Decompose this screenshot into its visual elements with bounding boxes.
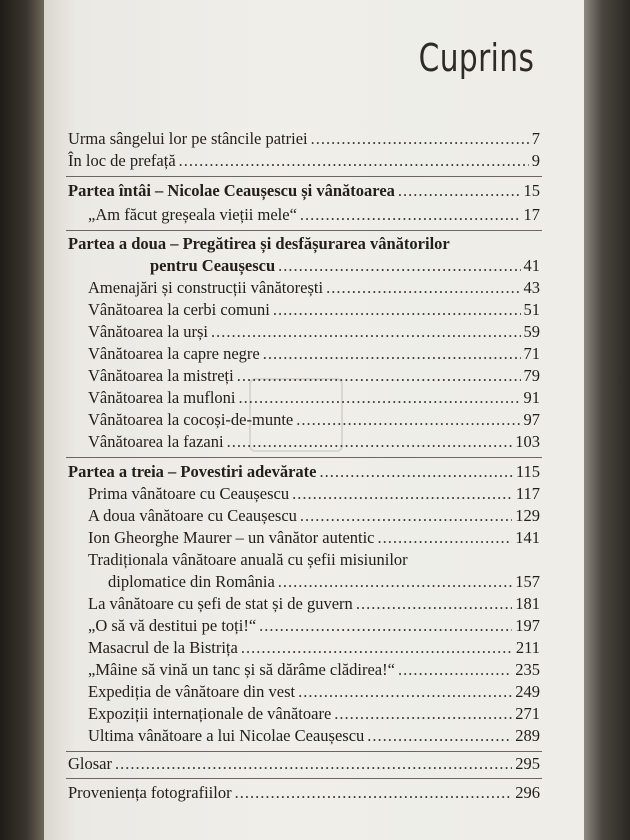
toc-entry-title: Vânătoarea la fazani: [88, 432, 224, 451]
toc-leader-dots: [296, 410, 520, 430]
toc-entry-page: 211: [515, 638, 540, 657]
toc-entry-title: Glosar: [68, 754, 112, 773]
toc-entry: [108, 572, 540, 592]
toc-entry-title: „O să vă destitui pe toți!“: [88, 616, 257, 635]
toc-entry: [68, 129, 540, 149]
toc-entry-title-continuation: pentru Ceaușescu: [150, 256, 276, 275]
toc-entry-page: 91: [523, 388, 540, 407]
toc-entry-page: 181: [515, 594, 540, 613]
toc-entry-page: 296: [515, 783, 540, 802]
toc-entry-title: La vânătoare cu șefi de stat și de guvern: [88, 594, 353, 613]
toc-entry-page: 117: [515, 484, 540, 503]
toc-leader-dots: [334, 704, 512, 724]
toc-entry-title: Partea a treia – Povestiri adevărate: [68, 462, 317, 481]
toc-entry-page: 71: [523, 344, 540, 363]
toc-entry: [88, 278, 540, 298]
toc-leader-dots: [398, 181, 521, 201]
toc-entry-page: 79: [523, 366, 540, 385]
toc-entry-page: 249: [515, 682, 540, 701]
toc-entry-page: 271: [515, 704, 540, 723]
toc-entry-title: Tradiționala vânătoare anuală cu șefii misiunilor: [88, 550, 408, 569]
toc-entry-title: Ion Gheorghe Maurer – un vânător autentic: [88, 528, 375, 547]
toc-leader-dots: [298, 682, 512, 702]
toc-entry-title: Partea întâi – Nicolae Ceaușescu și vânătoarea: [68, 181, 395, 200]
section-divider: [66, 457, 542, 458]
toc-entry-page: 59: [523, 322, 540, 341]
table-of-contents: [44, 0, 584, 840]
toc-leader-dots: [259, 616, 512, 636]
toc-entry: [88, 344, 540, 364]
toc-entry-page: 41: [523, 256, 540, 275]
toc-entry: [88, 506, 540, 526]
toc-entry: [88, 322, 540, 342]
book-page: [44, 0, 584, 840]
page-heading: Cuprins: [418, 36, 534, 80]
toc-entry: [68, 151, 540, 171]
toc-entry-title: Masacrul de la Bistrița: [88, 638, 238, 657]
toc-leader-dots: [235, 783, 513, 803]
toc-entry-page: 7: [531, 129, 540, 148]
toc-entry-page: 97: [523, 410, 540, 429]
toc-leader-dots: [237, 366, 521, 386]
toc-entry: [88, 682, 540, 702]
section-divider: [66, 176, 542, 177]
section-divider: [66, 751, 542, 752]
toc-entry-title: Vânătoarea la capre negre: [88, 344, 260, 363]
toc-leader-dots: [300, 205, 521, 225]
toc-part-entry: [68, 462, 540, 482]
toc-entry-title: „Mâine să vină un tanc și să dărâme clădirea!“: [88, 660, 395, 679]
toc-entry-page: 129: [515, 506, 540, 525]
page-edge-shadow: [584, 0, 630, 840]
toc-entry-title: În loc de prefață: [68, 151, 176, 170]
toc-leader-dots: [227, 432, 513, 452]
toc-entry-title: A doua vânătoare cu Ceaușescu: [88, 506, 297, 525]
toc-entry: [68, 783, 540, 803]
toc-entry-page: 115: [515, 462, 540, 481]
toc-leader-dots: [273, 300, 521, 320]
toc-entry-page: 15: [523, 181, 540, 200]
toc-entry-page: 141: [515, 528, 540, 547]
toc-entry: [88, 388, 540, 408]
toc-entry-title: Prima vânătoare cu Ceaușescu: [88, 484, 290, 503]
book-spine-shadow: [0, 0, 44, 840]
toc-leader-dots: [241, 638, 513, 658]
toc-entry: [88, 366, 540, 386]
toc-entry-page: 197: [515, 616, 540, 635]
toc-entry-page: 51: [523, 300, 540, 319]
toc-entry-title: Urma sângelui lor pe stâncile patriei: [68, 129, 308, 148]
toc-leader-dots: [179, 151, 529, 171]
toc-leader-dots: [278, 572, 512, 592]
toc-entry-page: 289: [515, 726, 540, 745]
toc-entry: [88, 638, 540, 658]
toc-entry-title: Amenajări și construcții vânătorești: [88, 278, 324, 297]
toc-entry-title: Vânătoarea la mufloni: [88, 388, 236, 407]
toc-leader-dots: [326, 278, 520, 298]
toc-entry-page: 157: [515, 572, 540, 591]
toc-entry: [88, 300, 540, 320]
toc-leader-dots: [398, 660, 512, 680]
toc-leader-dots: [239, 388, 521, 408]
toc-entry-page: 235: [515, 660, 540, 679]
toc-entry: [88, 432, 540, 452]
toc-entry: [88, 410, 540, 430]
toc-entry-page: 43: [523, 278, 540, 297]
section-divider: [66, 230, 542, 231]
toc-leader-dots: [263, 344, 521, 364]
toc-entry-title: Proveniența fotografiilor: [68, 783, 232, 802]
toc-entry: [88, 616, 540, 636]
toc-entry-page: 295: [515, 754, 540, 773]
toc-leader-dots: [300, 506, 512, 526]
toc-entry-title: Ultima vânătoare a lui Nicolae Ceaușescu: [88, 726, 365, 745]
toc-entry: [68, 754, 540, 774]
toc-entry-title: Expoziții internaționale de vânătoare: [88, 704, 332, 723]
toc-leader-dots: [378, 528, 513, 548]
toc-entry-title: Vânătoarea la cerbi comuni: [88, 300, 270, 319]
toc-entry: [88, 528, 540, 548]
toc-entry-title: Vânătoarea la urși: [88, 322, 209, 341]
toc-leader-dots: [356, 594, 512, 614]
toc-entry: [88, 594, 540, 614]
toc-entry-title-continuation: diplomatice din România: [108, 572, 275, 591]
toc-entry-title: Expediția de vânătoare din vest: [88, 682, 296, 701]
toc-leader-dots: [367, 726, 512, 746]
toc-leader-dots: [311, 129, 529, 149]
toc-entry: [88, 726, 540, 746]
toc-entry-page: 103: [515, 432, 540, 451]
toc-leader-dots: [319, 462, 512, 482]
toc-entry-title: Vânătoarea la cocoși-de-munte: [88, 410, 294, 429]
toc-entry: [88, 660, 540, 680]
toc-entry-page: 17: [523, 205, 540, 224]
toc-entry-page: 9: [531, 151, 540, 170]
toc-leader-dots: [211, 322, 520, 342]
toc-entry-title: Vânătoarea la mistreți: [88, 366, 234, 385]
toc-part-entry: [150, 256, 540, 276]
toc-entry-title: „Am făcut greșeala vieții mele“: [88, 205, 297, 224]
toc-leader-dots: [278, 256, 520, 276]
toc-leader-dots: [115, 754, 512, 774]
toc-entry: [88, 704, 540, 724]
toc-entry: [88, 205, 540, 225]
toc-leader-dots: [292, 484, 513, 504]
toc-entry: [88, 484, 540, 504]
section-divider: [66, 778, 542, 779]
toc-part-title: Partea a doua – Pregătirea și desfășurarea vânătorilor: [68, 234, 450, 253]
toc-part-entry: [68, 181, 540, 201]
